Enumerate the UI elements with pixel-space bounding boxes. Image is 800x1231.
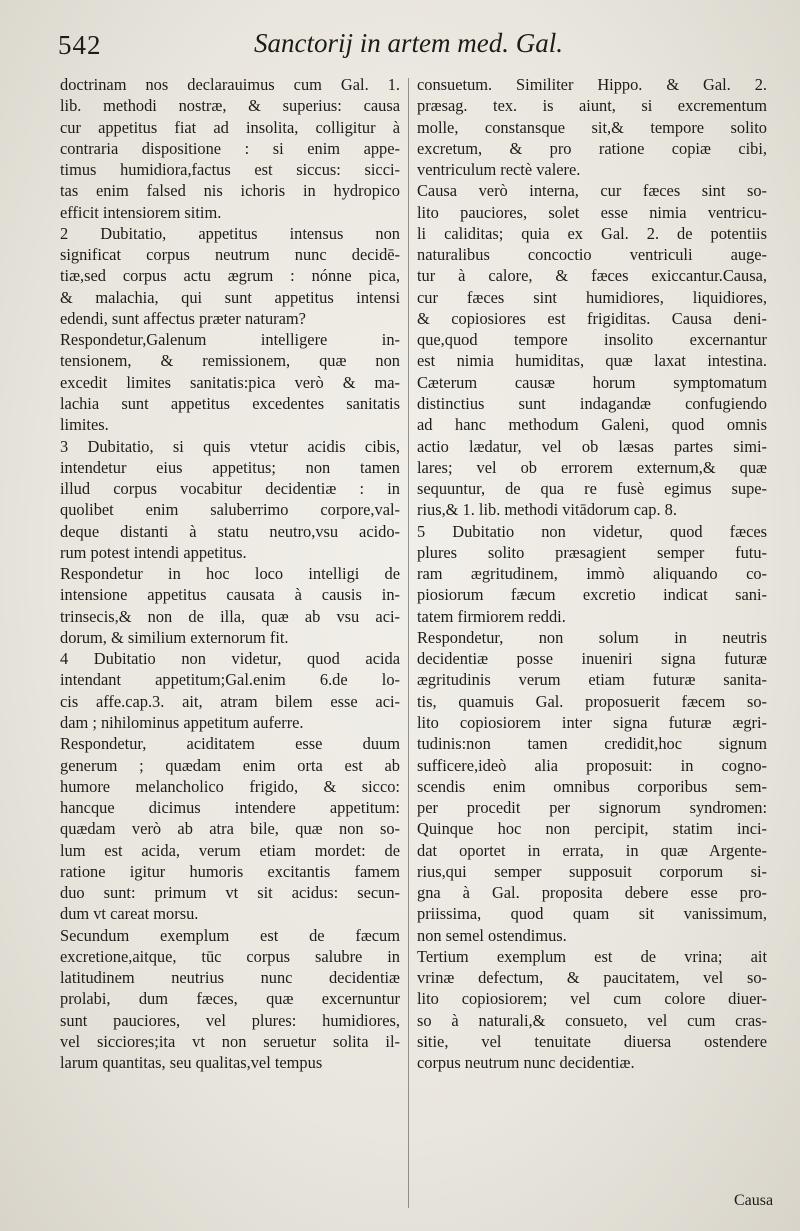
text-line: sitie, vel tenuitate diuersa ostendere bbox=[417, 1031, 767, 1051]
text-line: dorum, & similium externorum fit. bbox=[60, 627, 289, 647]
text-line: Tertium exemplum est de vrina; ait bbox=[417, 946, 767, 966]
page-header bbox=[58, 28, 758, 68]
text-line: cis affe.cap.3. ait, atram bilem esse aci- bbox=[60, 691, 400, 711]
text-line: naturalibus concoctio ventriculi auge- bbox=[417, 245, 767, 265]
text-line: dat oportet in errata, in quæ Argente- bbox=[417, 840, 767, 860]
text-line: trinsecis,& non de illa, quæ ab vsu aci- bbox=[60, 606, 400, 626]
text-line: tiæ,sed corpus actu ægrum : nónne pica, bbox=[60, 266, 400, 286]
text-line: vrinæ defectum, & paucitatem, vel so- bbox=[417, 968, 767, 988]
text-line: gna à Gal. proposita debere esse pro- bbox=[417, 883, 767, 903]
text-line: intendetur eius appetitus; non tamen bbox=[60, 457, 400, 477]
text-line: excedit limites sanitatis:pica verò & ma- bbox=[60, 372, 400, 392]
text-line: so à naturali,& consueto, vel cum cras- bbox=[417, 1010, 767, 1030]
text-line: tas enim falsed nis ichoris in hydropico bbox=[60, 181, 400, 201]
text-line: generum ; quædam enim orta est ab bbox=[60, 755, 400, 775]
text-line: excretione,aitque, tūc corpus salubre in bbox=[60, 946, 400, 966]
text-line: rius,qui semper supposuit corporum si- bbox=[417, 861, 767, 881]
text-line: edendi, sunt affectus præter naturam? bbox=[60, 308, 306, 328]
text-line: decidentiæ posse inueniri signa futuræ bbox=[417, 649, 767, 669]
text-line: lito copiosiorem; vel cum colore diuer- bbox=[417, 989, 767, 1009]
text-line: quolibet enim saluberrimo corpore,val- bbox=[60, 500, 400, 520]
text-line: larum quantitas, seu qualitas,vel tempus bbox=[60, 1053, 323, 1073]
text-line: priissima, quod quam sit vanissimum, bbox=[417, 904, 767, 924]
text-line: tudinis:non tamen credidit,hoc signum bbox=[417, 734, 767, 754]
text-line: scendis enim omnibus corporibus sem- bbox=[417, 776, 767, 796]
text-line: præsag. tex. is aiunt, si excrementum bbox=[417, 96, 767, 116]
text-line: rum potest intendi appetitus. bbox=[60, 542, 247, 562]
text-line: sequuntur, de qua re fusè egimus supe- bbox=[417, 479, 767, 499]
text-line: tensionem, & remissionem, quæ non bbox=[60, 351, 400, 371]
text-line: Secundum exemplum est de fæcum bbox=[60, 925, 400, 945]
text-line: vel sicciores;ita vt non seruetur solita il- bbox=[60, 1031, 400, 1051]
text-line: 4 Dubitatio non videtur, quod acida bbox=[60, 649, 400, 669]
text-line: cur fæces sint humidiores, liquidiores, bbox=[417, 287, 767, 307]
text-line: 5 Dubitatio non videtur, quod fæces bbox=[417, 521, 767, 541]
left-text-column bbox=[60, 74, 400, 1073]
text-line: intendant appetitum;Gal.enim 6.de lo- bbox=[60, 670, 400, 690]
text-line: Quinque hoc non percipit, statim inci- bbox=[417, 819, 767, 839]
text-line: per procedit per signorum syndromen: bbox=[417, 798, 767, 818]
text-line: intensione appetitus causata à causis in- bbox=[60, 585, 400, 605]
text-line: sufficere,ideò alia proposuit: in cogno- bbox=[417, 755, 767, 775]
text-line: Causa verò interna, cur fæces sint so- bbox=[417, 181, 767, 201]
text-line: prolabi, dum fæces, quæ excernuntur bbox=[60, 989, 400, 1009]
text-line: cur appetitus fiat ad insolita, colligitur à bbox=[60, 117, 400, 137]
text-line: & malachia, qui sunt appetitus intensi bbox=[60, 287, 400, 307]
text-line: significat corpus neutrum nunc decidē- bbox=[60, 245, 400, 265]
text-line: Respondetur,Galenum intelligere in- bbox=[60, 330, 400, 350]
text-line: deque distanti à statu neutro,vsu acido- bbox=[60, 521, 400, 541]
text-line: piosiorum fæcum excretio indicat sani- bbox=[417, 585, 767, 605]
text-line: & copiosiores est frigiditas. Causa deni- bbox=[417, 308, 767, 328]
text-line: est nimia humiditas, quæ laxat intestina. bbox=[417, 351, 767, 371]
text-line: illud corpus vocabitur decidentiæ : in bbox=[60, 479, 400, 499]
text-line: tis, quamuis Gal. proposuerit fæcem so- bbox=[417, 691, 767, 711]
text-line: limites. bbox=[60, 415, 109, 435]
text-line: dam ; nihilominus appetitum auferre. bbox=[60, 712, 304, 732]
text-line: 2 Dubitatio, appetitus intensus non bbox=[60, 223, 400, 243]
text-line: quædam verò ab atra bile, quæ non so- bbox=[60, 819, 400, 839]
text-line: ratione igitur humoris excitantis famem bbox=[60, 861, 400, 881]
text-line: lib. methodi nostræ, & superius: causa bbox=[60, 96, 400, 116]
text-line: humore melancholico frigido, & sicco: bbox=[60, 776, 400, 796]
text-line: efficit intensiorem sitim. bbox=[60, 202, 222, 222]
text-line: ventriculum rectè valere. bbox=[417, 160, 581, 180]
text-line: que,quod tempore insolito excernantur bbox=[417, 330, 767, 350]
text-line: excretum, & pro ratione copiæ cibi, bbox=[417, 138, 767, 158]
text-line: lito copiosiorem inter signa futuræ ægri- bbox=[417, 712, 767, 732]
text-line: lum est acida, verum etiam mordet: de bbox=[60, 840, 400, 860]
text-line: consuetum. Similiter Hippo. & Gal. 2. bbox=[417, 75, 767, 94]
text-line: Respondetur, non solum in neutris bbox=[417, 627, 767, 647]
text-line: molle, constansque sit,& tempore solito bbox=[417, 117, 767, 137]
text-line: tur à calore, & fæces exiccantur.Causa, bbox=[417, 266, 767, 286]
text-line: ram ægritudinem, immò aliquando co- bbox=[417, 564, 767, 584]
text-line: actio lædatur, vel ob læsas partes simi- bbox=[417, 436, 767, 456]
page-number: 542 bbox=[58, 30, 102, 60]
text-line: lachia sunt appetitus excedentes sanitatis bbox=[60, 393, 400, 413]
text-line: Respondetur, aciditatem esse duum bbox=[60, 734, 400, 754]
text-line: latitudinem neutrius nunc decidentiæ bbox=[60, 968, 400, 988]
text-line: dum vt careat morsu. bbox=[60, 904, 199, 924]
running-title: Sanctorij in artem med. Gal. bbox=[254, 28, 563, 58]
text-line: corpus neutrum nunc decidentiæ. bbox=[417, 1053, 635, 1073]
catchword: Causa bbox=[734, 1192, 774, 1209]
column-divider bbox=[408, 78, 409, 1208]
text-line: duo sunt: primum vt sit acidus: secun- bbox=[60, 883, 400, 903]
text-line: li caliditas; quia ex Gal. 2. de potentiis bbox=[417, 223, 767, 243]
text-line: ad hanc methodum Galeni, quod omnis bbox=[417, 415, 767, 435]
text-line: non semel ostendimus. bbox=[417, 925, 567, 945]
text-line: lares; vel ob errorem externum,& quæ bbox=[417, 457, 767, 477]
text-line: lito pauciores, solet esse nimia ventricu- bbox=[417, 202, 767, 222]
text-line: plures solito præsagient semper futu- bbox=[417, 542, 767, 562]
text-line: doctrinam nos declarauimus cum Gal. 1. bbox=[60, 75, 400, 94]
text-line: contraria dispositione : si enim appe- bbox=[60, 138, 400, 158]
text-line: timus humidiora,factus est siccus: sicci- bbox=[60, 160, 400, 180]
text-line: 3 Dubitatio, si quis vtetur acidis cibis, bbox=[60, 436, 400, 456]
text-line: Respondetur in hoc loco intelligi de bbox=[60, 564, 400, 584]
text-line: tatem firmiorem reddi. bbox=[417, 606, 566, 626]
text-line: ægritudinis verum etiam futuræ sanita- bbox=[417, 670, 767, 690]
text-line: sunt pauciores, vel plures: humidiores, bbox=[60, 1010, 400, 1030]
text-line: Cæterum causæ horum symptomatum bbox=[417, 372, 767, 392]
text-line: hancque dicimus intendere appetitum: bbox=[60, 798, 400, 818]
right-text-column bbox=[417, 74, 767, 1073]
text-line: distinctius sunt indagandæ confugiendo bbox=[417, 393, 767, 413]
text-line: rius,& 1. lib. methodi vitādorum cap. 8. bbox=[417, 500, 677, 520]
